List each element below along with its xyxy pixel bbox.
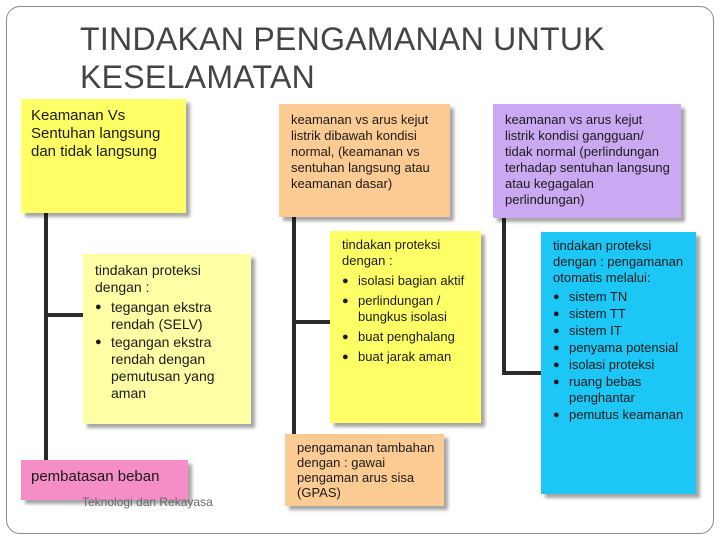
box-pengamanan-tambahan-text: pengamanan tambahan dengan : gawai pengaman arus sisa (GPAS) <box>297 440 435 500</box>
list-item: ● buat penghalang <box>342 329 473 345</box>
box-proteksi-dasar <box>330 231 481 423</box>
list-item: ● tegangan ekstra rendah dengan pemutusan yang aman <box>95 334 243 402</box>
box-pembatasan-beban-text: pembatasan beban <box>31 468 160 485</box>
footer-text: Teknologi dan Rekayasa <box>82 495 213 509</box>
list-item: ● sistem IT <box>553 323 690 339</box>
box-keamanan-gangguan <box>493 104 681 218</box>
list-item: ● ruang bebas penghantar <box>553 374 690 406</box>
box-proteksi-dasar-list <box>342 273 473 365</box>
box-proteksi-otomatis <box>541 232 696 494</box>
box-pembatasan-beban <box>21 460 188 500</box>
list-item: ● isolasi proteksi <box>553 357 690 373</box>
list-item: ● pemutus keamanan <box>553 407 690 423</box>
connector-left-trunk <box>44 212 48 462</box>
box-keamanan-vs-sentuhan <box>21 99 186 213</box>
box-proteksi-otomatis-list <box>553 289 690 423</box>
list-item: ● sistem TT <box>553 306 690 322</box>
connector-mid-trunk <box>292 216 296 434</box>
box-keamanan-gangguan-text: keamanan vs arus kejut listrik kondisi gangguan/ tidak normal (perlindungan terhadap sentuhan langsung atau kegagalan perlindungan) <box>505 112 670 207</box>
box-pengamanan-tambahan <box>285 434 444 506</box>
connector-left-branch <box>44 313 84 317</box>
box-proteksi-selv <box>83 254 251 424</box>
list-item: ● penyama potensial <box>553 340 690 356</box>
box-proteksi-otomatis-heading: tindakan proteksi dengan : pengamanan otomatis melalui: <box>553 238 684 285</box>
connector-right-trunk <box>502 218 506 374</box>
list-item: ● buat jarak aman <box>342 349 473 365</box>
box-keamanan-normal-text: keamanan vs arus kejut listrik dibawah kondisi normal, (keamanan vs sentuhan langsung atau keamanan dasar) <box>291 112 430 191</box>
list-item: ● sistem TN <box>553 289 690 305</box>
list-item: ● isolasi bagian aktif <box>342 273 473 289</box>
box-proteksi-selv-list <box>95 299 243 402</box>
connector-mid-branch <box>292 320 330 324</box>
box-proteksi-dasar-heading: tindakan proteksi dengan : <box>342 237 441 268</box>
list-item: ● tegangan ekstra rendah (SELV) <box>95 299 243 333</box>
connector-right-branch <box>502 371 542 375</box>
slide-title: TINDAKAN PENGAMANAN UNTUK KESELAMATAN <box>80 21 605 95</box>
list-item: ● perlindungan / bungkus isolasi <box>342 293 473 325</box>
box-keamanan-normal <box>279 104 450 217</box>
box-proteksi-selv-heading: tindakan proteksi dengan : <box>95 262 201 295</box>
box-keamanan-vs-sentuhan-text: Keamanan Vs Sentuhan langsung dan tidak langsung <box>31 107 161 160</box>
